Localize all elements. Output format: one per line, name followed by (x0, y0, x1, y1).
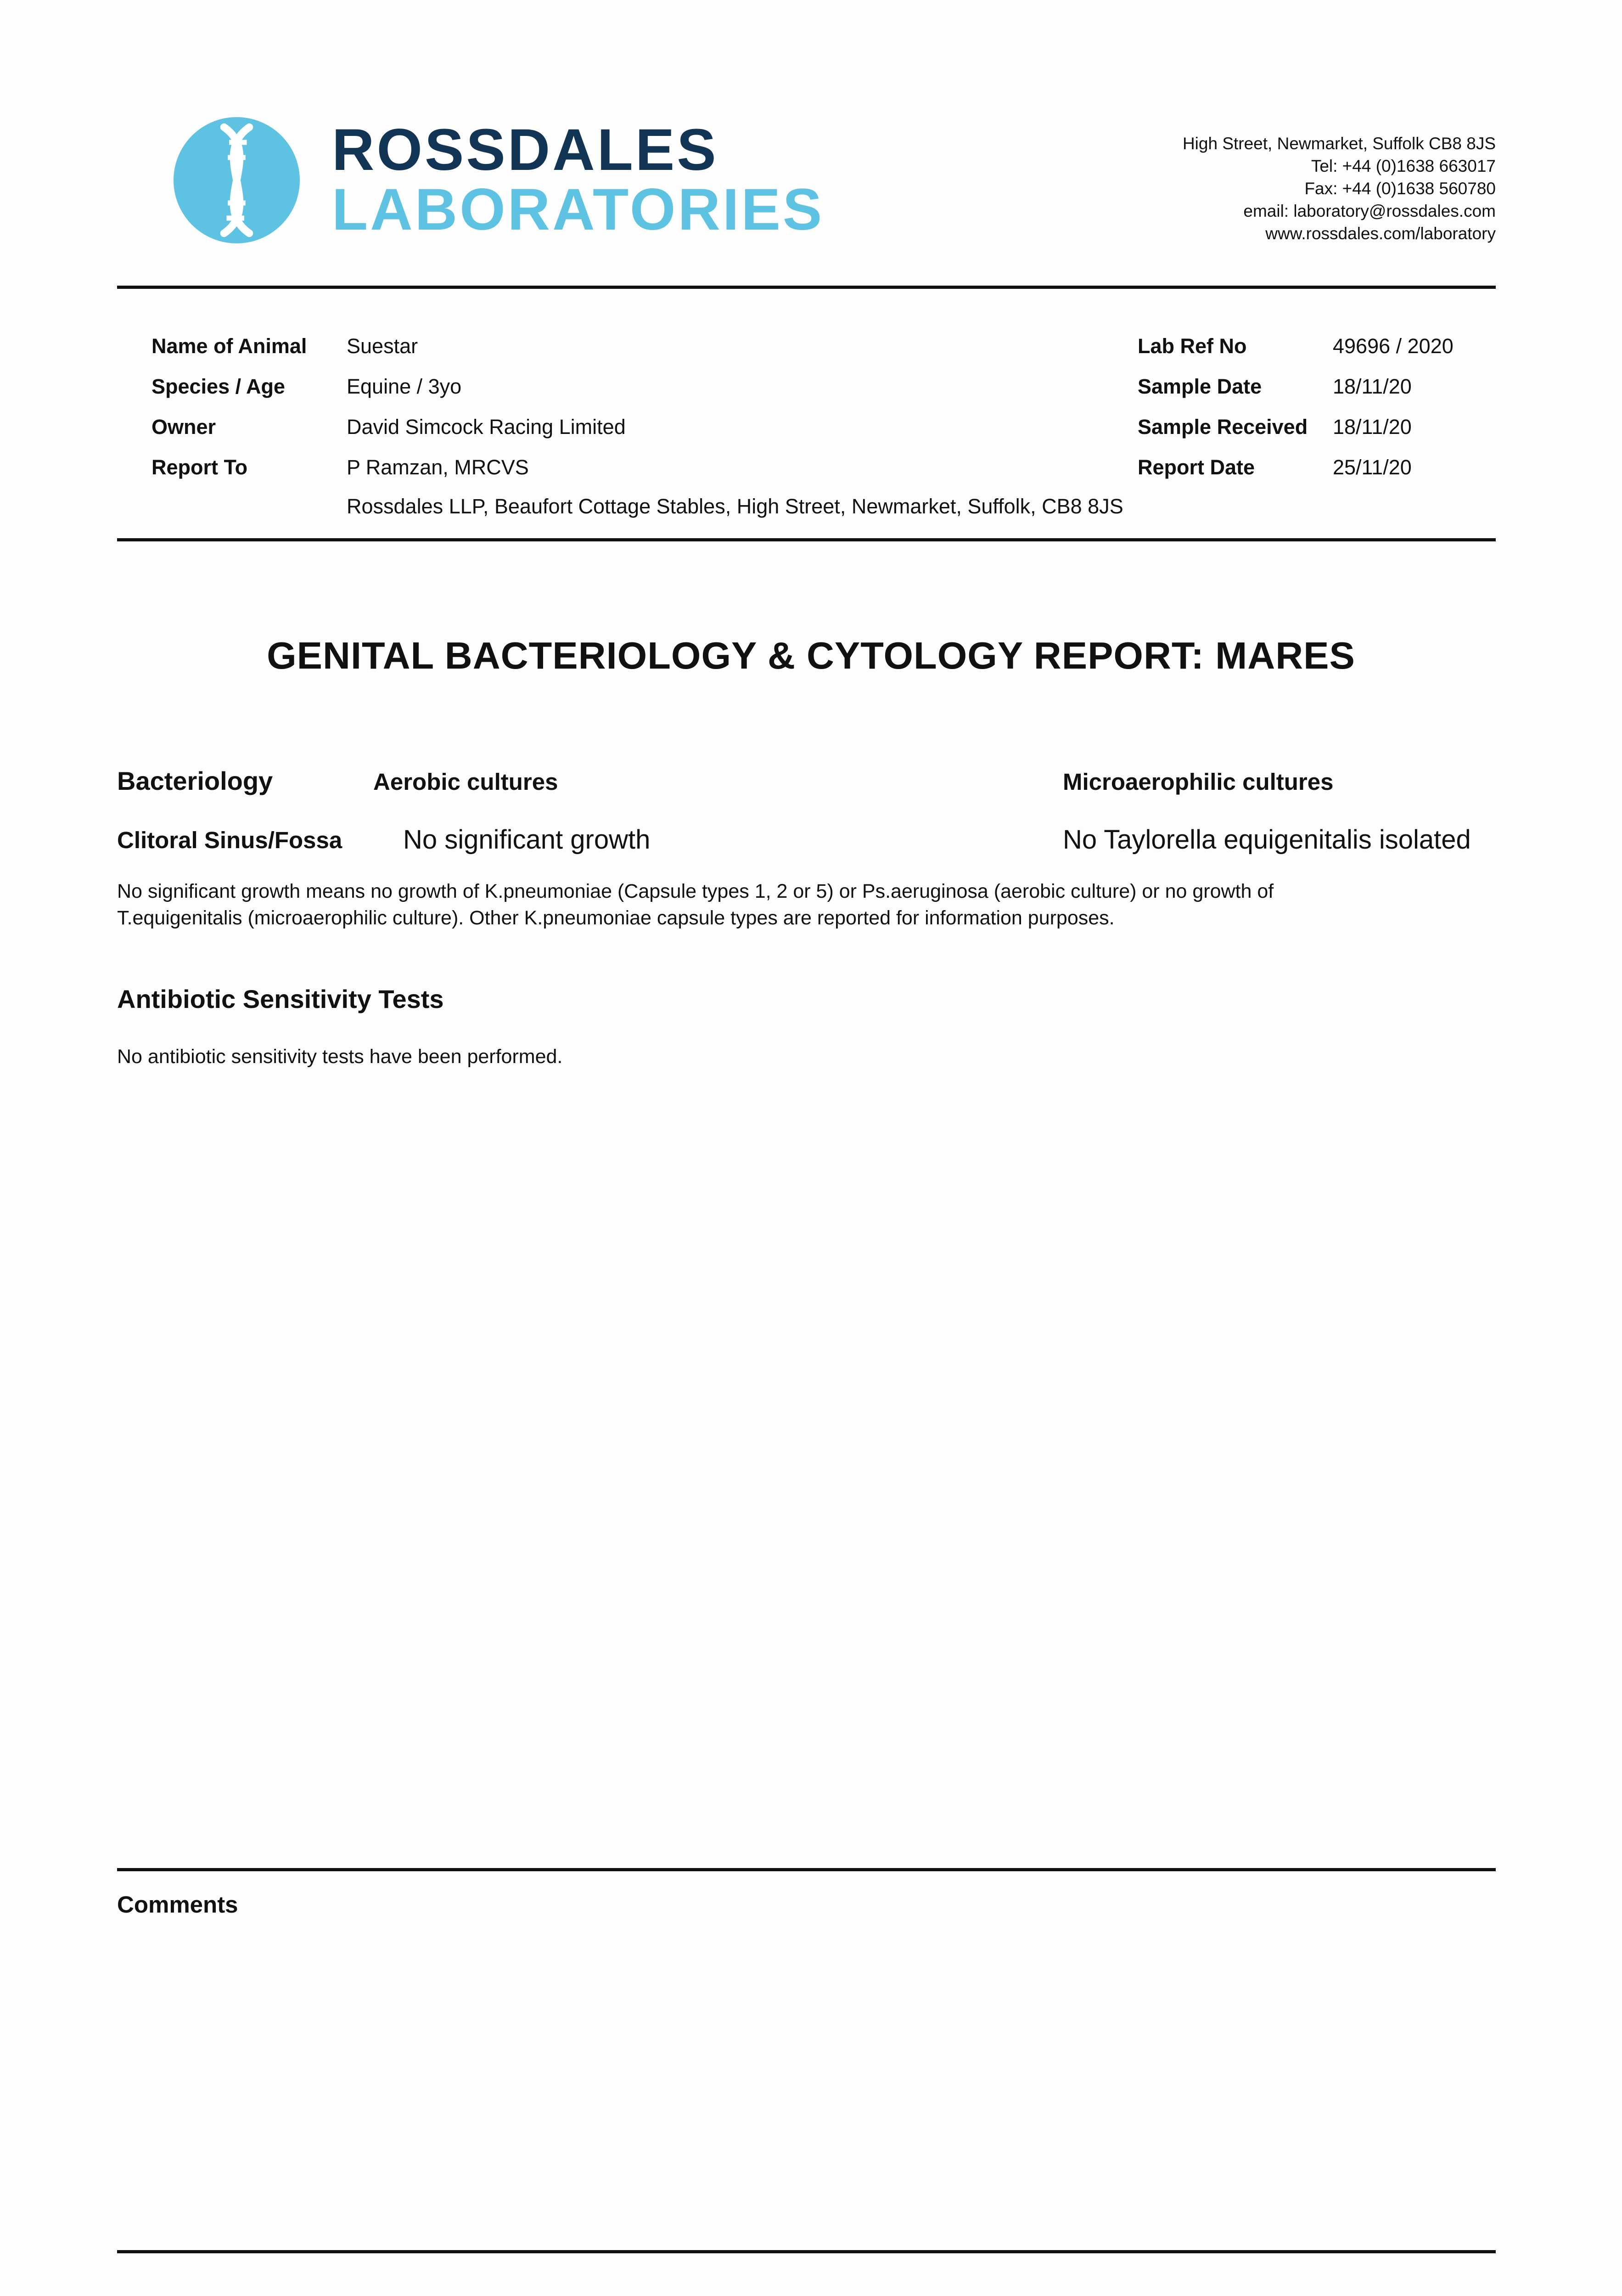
bacteriology-note-line2: T.equigenitalis (microaerophilic culture). Other K.pneumoniae capsule types are reported for information purposes. (117, 907, 1115, 929)
bacteriology-heading: Bacteriology (117, 766, 273, 795)
microaerophilic-heading: Microaerophilic cultures (1063, 769, 1334, 795)
lab-ref-label: Lab Ref No (1138, 334, 1247, 358)
report-to-value: P Ramzan, MRCVS (347, 456, 529, 479)
comments-heading: Comments (117, 1891, 238, 1918)
lab-address: High Street, Newmarket, Suffolk CB8 8JS (1182, 134, 1496, 153)
sample-date-label: Sample Date (1138, 375, 1262, 398)
antibiotic-heading: Antibiotic Sensitivity Tests (117, 985, 444, 1013)
report-date-value: 25/11/20 (1333, 456, 1412, 479)
sample-received-label: Sample Received (1138, 415, 1308, 439)
sample-date-value: 18/11/20 (1333, 375, 1412, 398)
species-value: Equine / 3yo (347, 375, 462, 398)
report-title: GENITAL BACTERIOLOGY & CYTOLOGY REPORT: MARES (267, 634, 1355, 677)
report-to-address: Rossdales LLP, Beaufort Cottage Stables, High Street, Newmarket, Suffolk, CB8 8JS (347, 495, 1123, 518)
bacteriology-note (117, 878, 1496, 931)
lab-name-line1: ROSSDALES (332, 117, 718, 183)
details-divider (117, 538, 1496, 541)
owner-value: David Simcock Racing Limited (347, 415, 626, 439)
owner-label: Owner (152, 415, 216, 439)
lab-email: email: laboratory@rossdales.com (1243, 202, 1496, 220)
sample-received-value: 18/11/20 (1333, 415, 1412, 439)
site-label: Clitoral Sinus/Fossa (117, 827, 342, 853)
lab-fax: Fax: +44 (0)1638 560780 (1304, 179, 1496, 198)
report-to-label: Report To (152, 456, 248, 479)
bacteriology-note-line1: No significant growth means no growth of K.pneumoniae (Capsule types 1, 2 or 5) or Ps.aeruginosa (aerobic culture) or no growth of (117, 880, 1274, 902)
name-label: Name of Animal (152, 334, 307, 358)
lab-website: www.rossdales.com/laboratory (1265, 224, 1496, 243)
species-label: Species / Age (152, 375, 285, 398)
lab-ref-value: 49696 / 2020 (1333, 334, 1454, 358)
aerobic-result: No significant growth (403, 825, 651, 855)
footer-divider (117, 2250, 1496, 2253)
lab-name-line2: LABORATORIES (332, 177, 825, 242)
aerobic-heading: Aerobic cultures (373, 769, 558, 795)
lab-tel: Tel: +44 (0)1638 663017 (1311, 157, 1496, 175)
dna-helix-icon (174, 117, 300, 243)
lab-address-block (1183, 132, 1496, 245)
comments-top-divider (117, 1868, 1496, 1871)
microaerophilic-result: No Taylorella equigenitalis isolated (1063, 825, 1471, 855)
antibiotic-text: No antibiotic sensitivity tests have been performed. (117, 1046, 563, 1068)
report-date-label: Report Date (1138, 456, 1255, 479)
name-value: Suestar (347, 334, 418, 358)
header-divider (117, 286, 1496, 289)
